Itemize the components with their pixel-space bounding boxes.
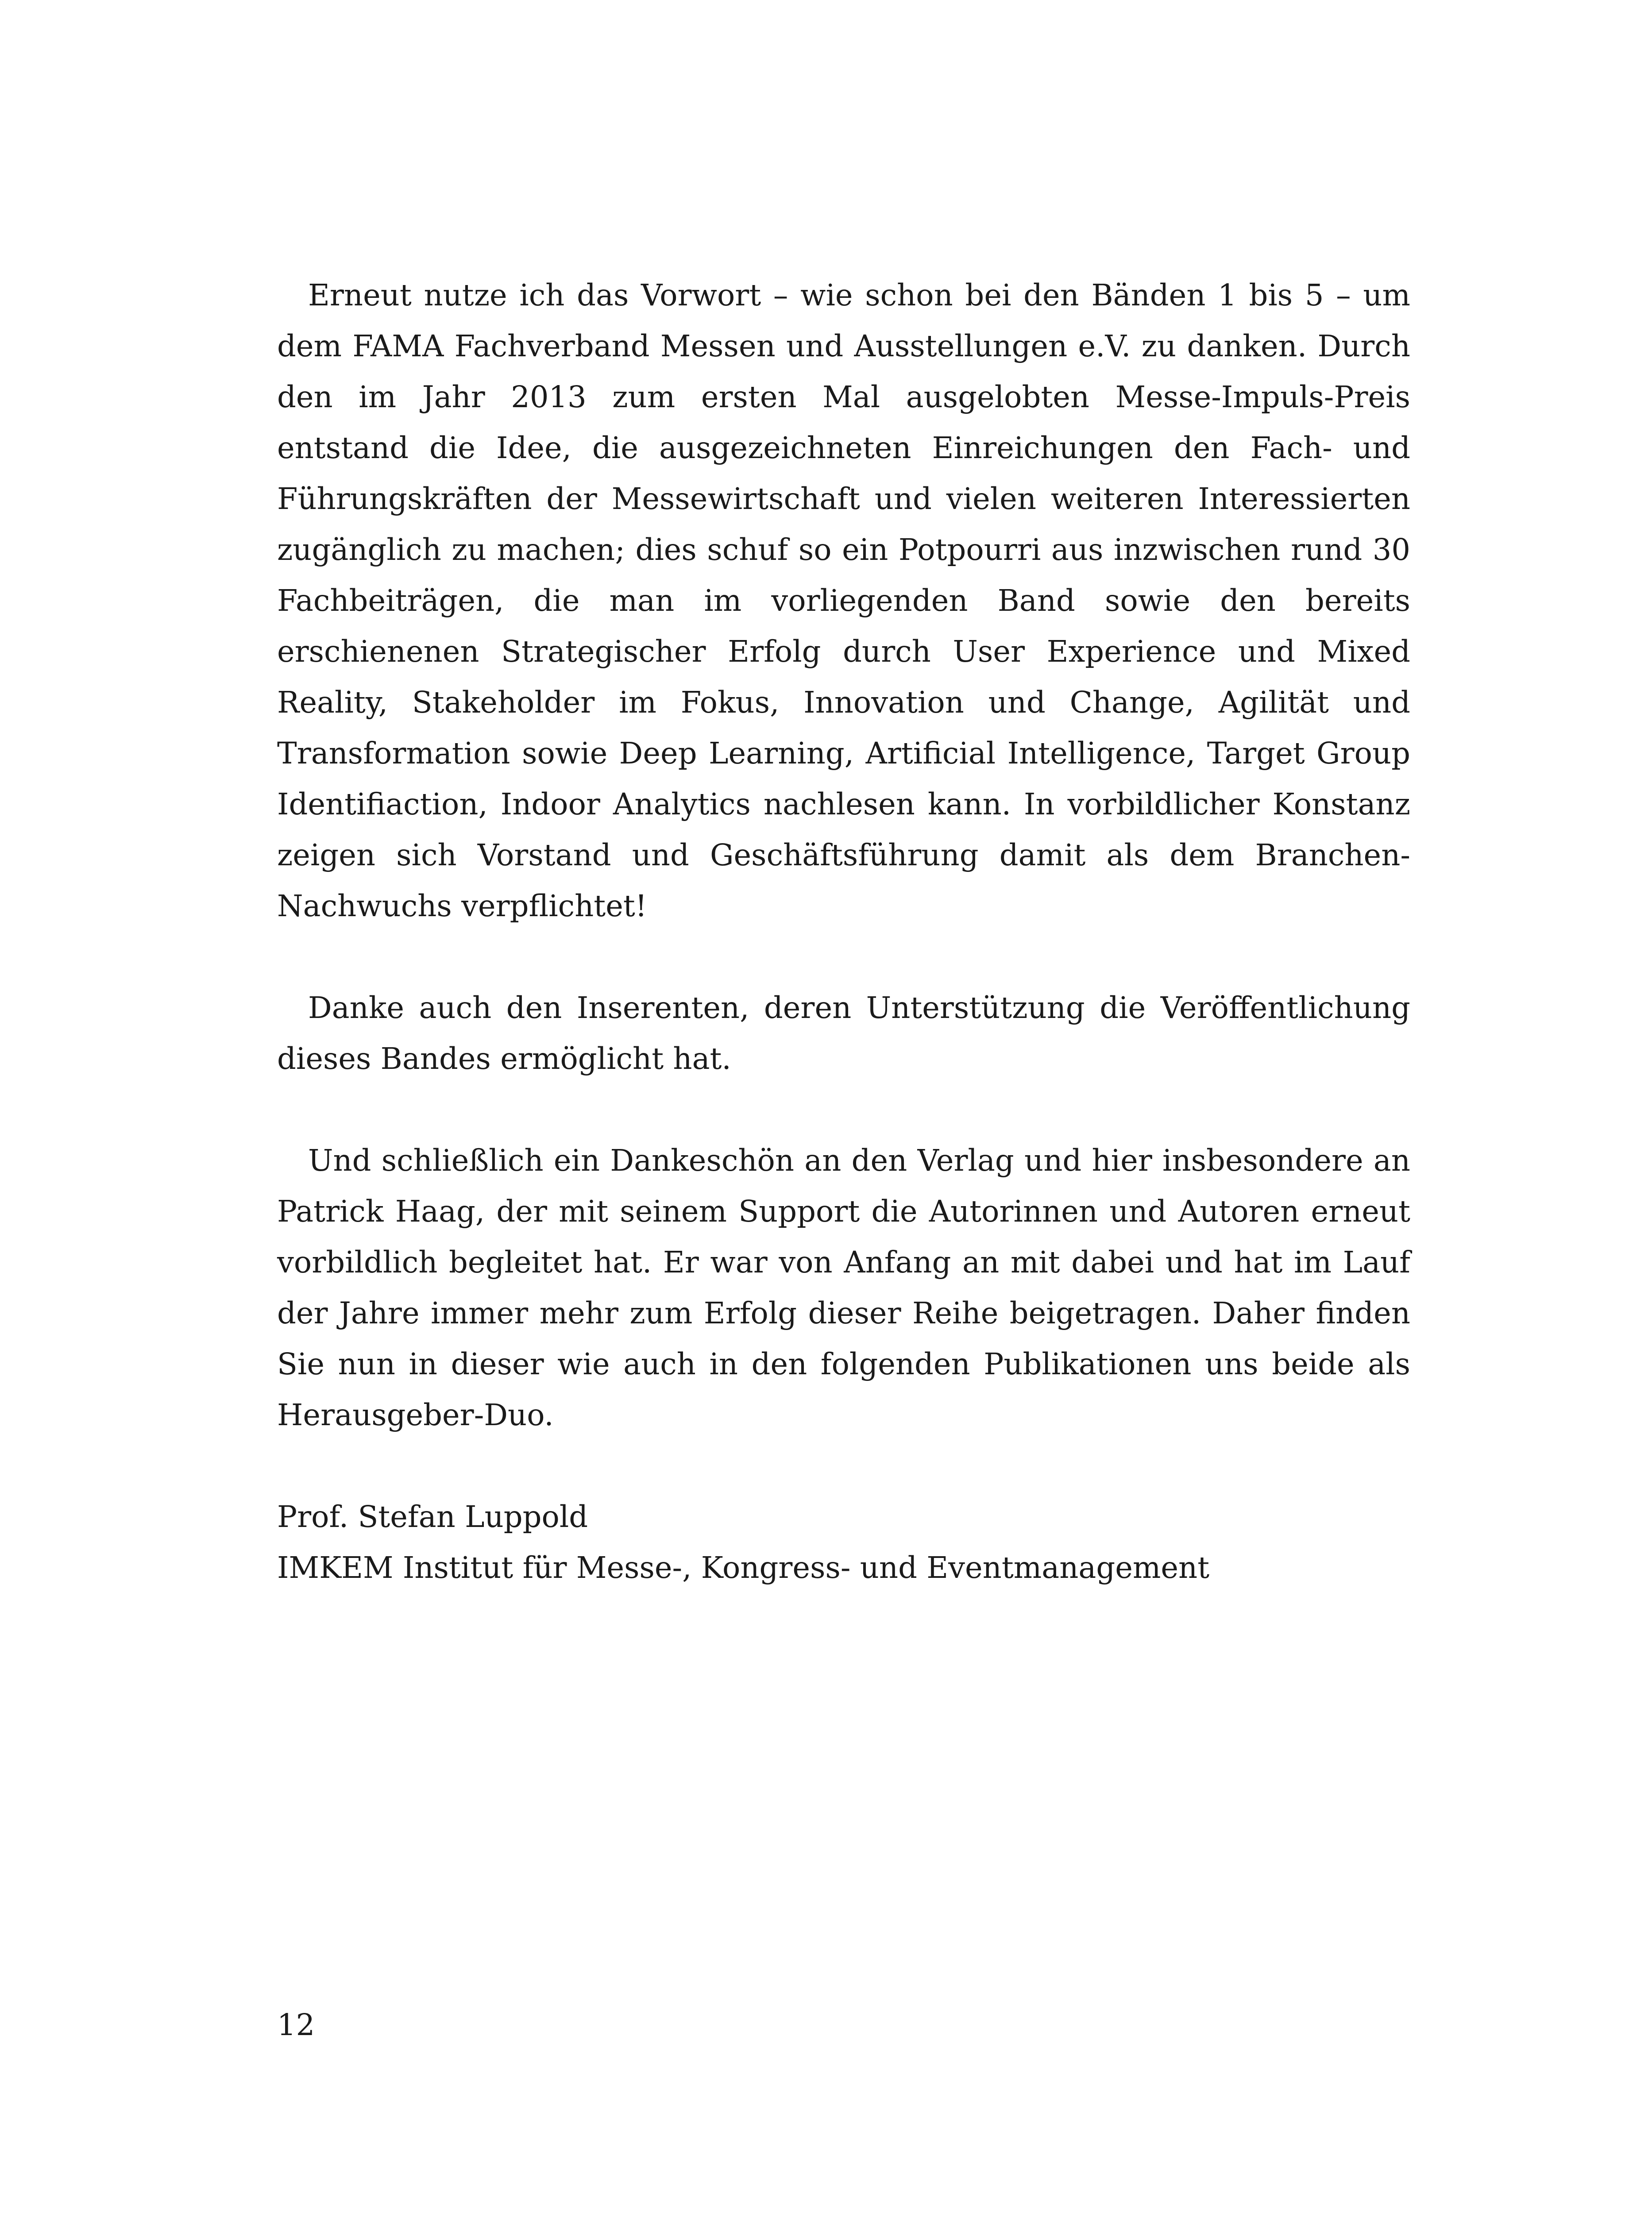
paragraph-thanks-publisher: Und schließlich ein Dankeschön an den Verlag und hier insbesondere an Patrick Haag, der mit seinem Support die Autorinnen und Autoren erneut vorbildlich begleitet hat. Er war von Anfang an mit dabei und hat im Lauf der Jahre immer mehr zum Erfolg dieser Reihe beigetragen. Daher finden Sie nun in dieser wie auch in den folgenden Publikationen uns beide als Herausgeber-Duo. <box>277 1143 1410 1432</box>
paragraph-thanks-fama: Erneut nutze ich das Vorwort – wie schon bei den Bänden 1 bis 5 – um dem FAMA Fachverband Messen und Ausstellungen e.V. zu danken. Durch den im Jahr 2013 zum ersten Mal ausgelobten Messe-Impuls-Preis entstand die Idee, die ausgezeichneten Einreichungen den Fach- und Führungskräften der Messewirtschaft und vielen weiteren Interessierten zugänglich zu machen; dies schuf so ein Potpourri aus inzwischen rund 30 Fachbeiträgen, die man im vorliegenden Band sowie den bereits erschienenen Strategischer Erfolg durch User Experience und Mixed Reality, Stakeholder im Fokus, Innovation und Change, Agilität und Transformation sowie Deep Learning, Artificial Intelligence, Target Group Identifiaction, Indoor Analytics nachlesen kann. In vorbildlicher Konstanz zeigen sich Vorstand und Geschäftsführung damit als dem Branchen-Nachwuchs verpflichtet! <box>277 278 1410 923</box>
body-text <box>277 270 1410 1593</box>
paragraph-thanks-advertisers: Danke auch den Inserenten, deren Unterstützung die Veröffentlichung dieses Bandes ermöglicht hat. <box>277 991 1410 1076</box>
signature-name: Prof. Stefan Luppold <box>277 1500 588 1534</box>
signature-block <box>277 1492 1410 1593</box>
page-number: 12 <box>277 2008 315 2042</box>
signature-institution: IMKEM Institut für Messe-, Kongress- und Eventmanagement <box>277 1550 1210 1585</box>
